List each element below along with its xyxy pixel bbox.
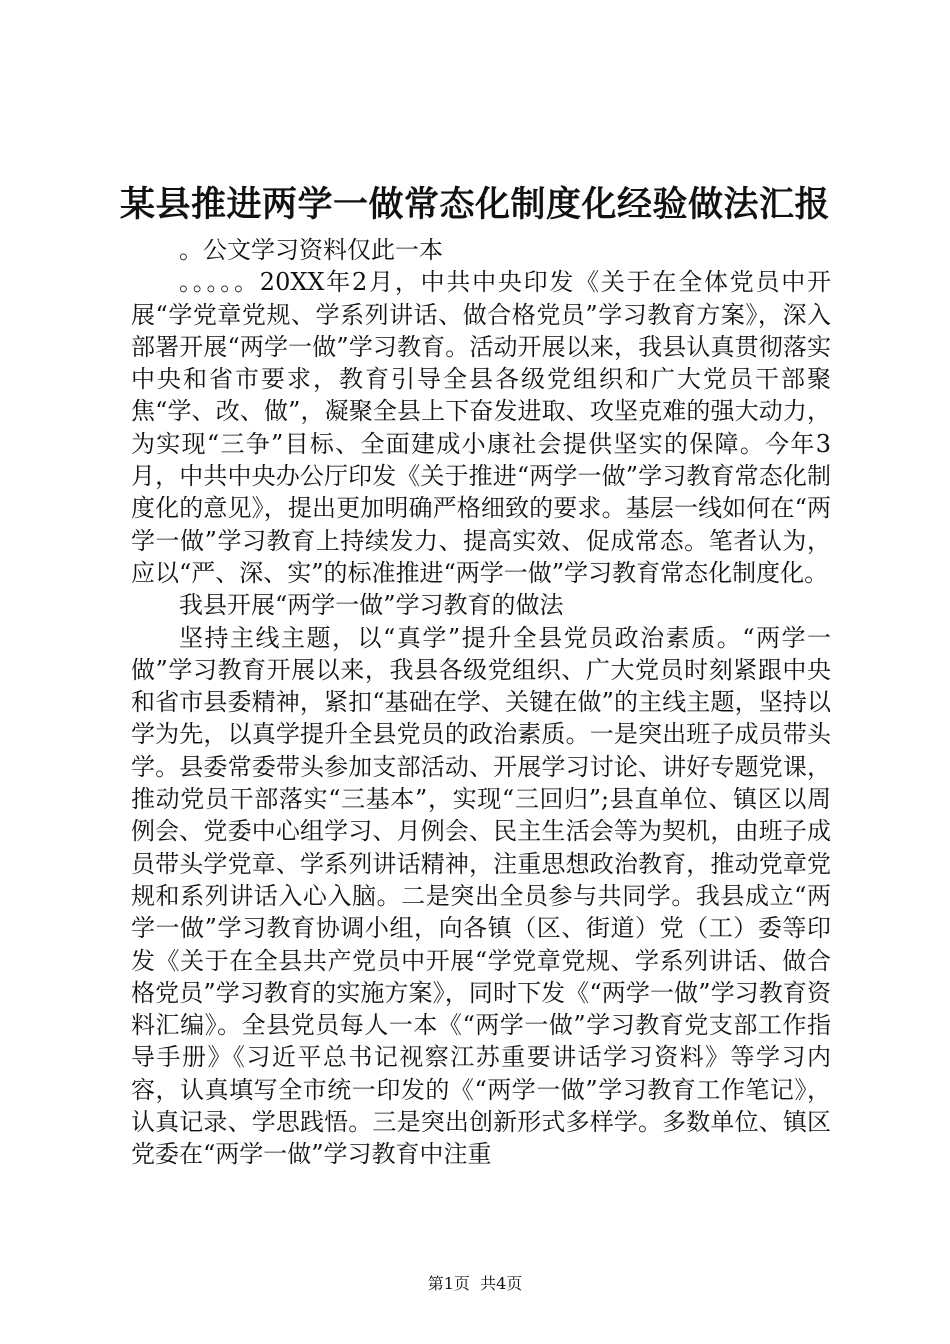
paragraph-note: 。公文学习资料仅此一本	[179, 236, 443, 264]
paragraph-practice: 坚持主线主题，以“真学”提升全县党员政治素质。“两学一做”学习教育开展以来，我县各级党组织、广大党员时刻紧跟中央和省市县委精神，紧扣“基础在学、关键在做”的主线主题，坚持以学为先，以真学提升全县党员的政治素质。一是突出班子成员带头学。县委常委带头参加支部活动、开展学习讨论、讲好专题党课，推动党员干部落实“三基本”，实现“三回归”;县直单位、镇区以周例会、党委中心组学习、月例会、民主生活会等为契机，由班子成员带头学党章、学系列讲话精神，注重思想政治教育，推动党章党规和系列讲话入心入脑。二是突出全员参与共同学。我县成立“两学一做”学习教育协调小组，向各镇（区、街道）党（工）委等印发《关于在全县共产党员中开展“学党章党规、学系列讲话、做合格党员”学习教育的实施方案》，同时下发《“两学一做”学习教育资料汇编》。全县党员每人一本《“两学一做”学习教育党支部工作指导手册》《习近平总书记视察江苏重要讲话学习资料》等学习内容，认真填写全市统一印发的《“两学一做”学习教育工作笔记》，认真记录、学思践悟。三是突出创新形式多样学。多数单位、镇区党委在“两学一做”学习教育中注重	[131, 623, 831, 1169]
section-heading: 我县开展“两学一做”学习教育的做法	[179, 591, 564, 620]
document-body	[131, 234, 831, 1171]
paragraph-intro: 。。。。。20XX年2月，中共中央印发《关于在全体党员中开展“学党章党规、学系列讲话、做合格党员”学习教育方案》，深入部署开展“两学一做”学习教育。活动开展以来，我县认真贯彻落实中央和省市要求，教育引导全县各级党组织和广大党员干部聚焦“学、改、做”，凝聚全县上下奋发进取、攻坚克难的强大动力，为实现“三争”目标、全面建成小康社会提供坚实的保障。今年3月，中共中央办公厅印发《关于推进“两学一做”学习教育常态化制度化的意见》，提出更加明确严格细致的要求。基层一线如何在“两学一做”学习教育上持续发力、提高实效、促成常态。笔者认为，应以“严、深、实”的标准推进“两学一做”学习教育常态化制度化。	[131, 268, 831, 587]
document-title: 某县推进两学一做常态化制度化经验做法汇报	[119, 184, 830, 225]
page-footer: 第1页 共4页	[427, 1274, 523, 1293]
